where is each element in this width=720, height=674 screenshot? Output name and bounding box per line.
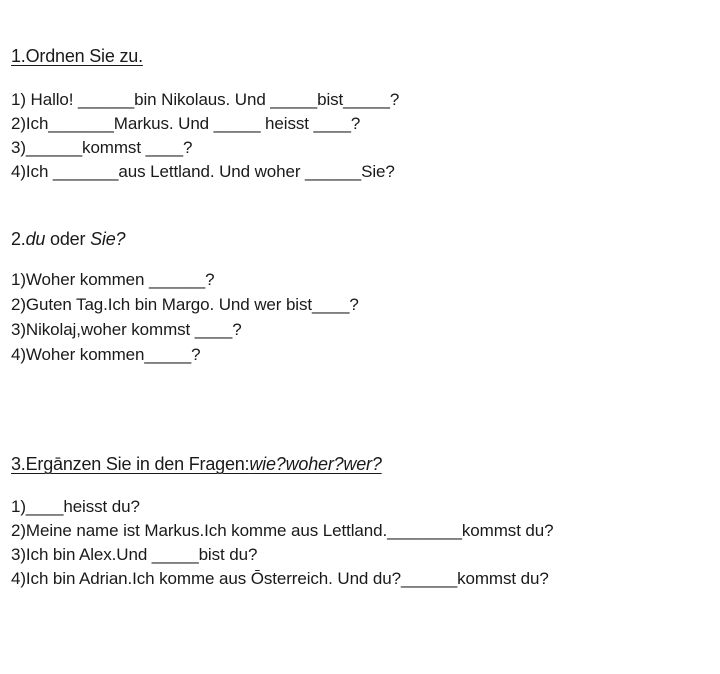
section3-heading-question-words: wie?woher?wer?	[249, 454, 382, 474]
section2-heading-du: du	[25, 229, 46, 249]
section1-exercise-1: 1) Hallo! ______bin Nikolaus. Und _____bist_____?	[11, 90, 400, 109]
section1-heading: 1.Ordnen Sie zu.	[11, 46, 143, 66]
section2-exercise-1: 1)Woher kommen ______?	[11, 270, 215, 289]
section3-exercise-3: 3)Ich bin Alex.Und _____bist du?	[11, 545, 258, 564]
section3-heading	[11, 454, 382, 475]
section2-exercise-4: 4)Woher kommen_____?	[11, 345, 201, 364]
section2-heading	[11, 229, 125, 250]
section2-heading-sie: Sie?	[90, 229, 126, 249]
section2-heading-number: 2.	[11, 229, 26, 249]
section3-heading-main: 3.Ergānzen Sie in den Fragen:	[11, 454, 250, 474]
section1-exercise-3: 3)______kommst ____?	[11, 138, 193, 157]
section2-exercise-3: 3)Nikolaj,woher kommst ____?	[11, 320, 242, 339]
section2-exercise-2: 2)Guten Tag.Ich bin Margo. Und wer bist____?	[11, 295, 359, 314]
section1-exercise-4: 4)Ich _______aus Lettland. Und woher ______Sie?	[11, 162, 395, 181]
section3-exercise-1: 1)____heisst du?	[11, 497, 140, 516]
section3-exercise-4: 4)Ich bin Adrian.Ich komme aus Ōsterreich. Und du?______kommst du?	[11, 569, 549, 588]
section1-exercise-2: 2)Ich_______Markus. Und _____ heisst ____?	[11, 114, 361, 133]
section3-exercise-2: 2)Meine name ist Markus.Ich komme aus Lettland.________kommst du?	[11, 521, 554, 540]
section2-heading-middle: oder	[45, 229, 91, 249]
